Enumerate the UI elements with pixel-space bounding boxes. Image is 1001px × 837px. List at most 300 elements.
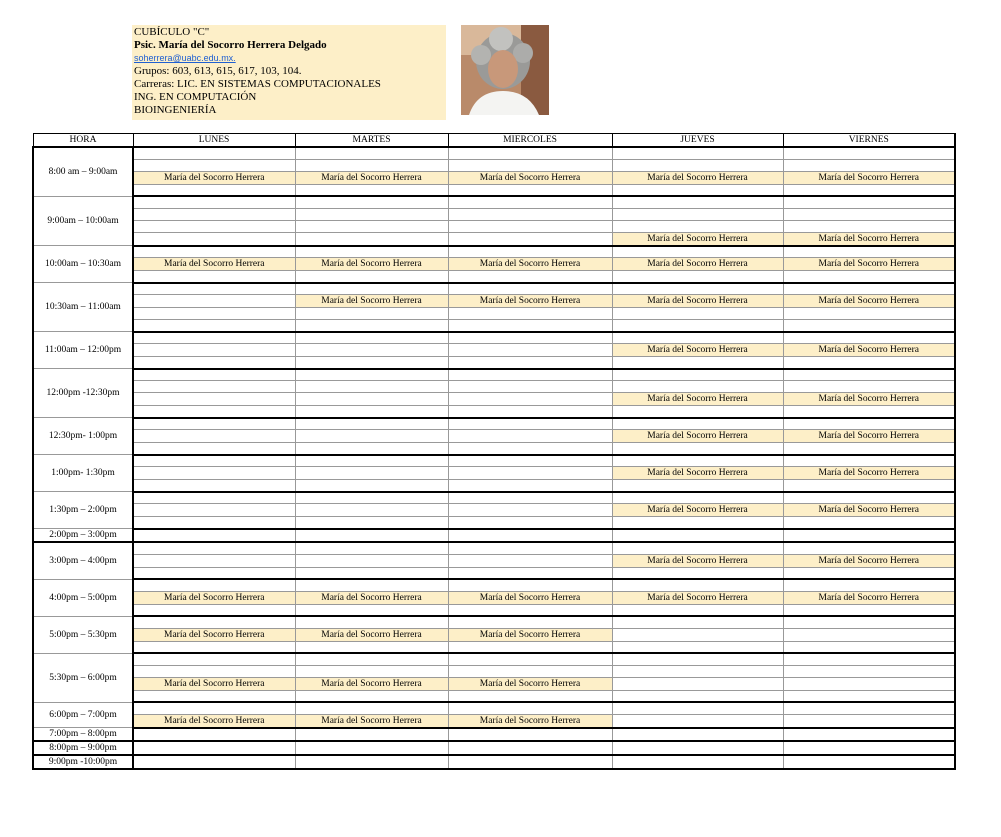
empty-slot — [448, 246, 612, 258]
busy-slot: María del Socorro Herrera — [783, 344, 955, 357]
table-row — [33, 492, 955, 504]
empty-slot — [783, 728, 955, 742]
empty-slot — [448, 542, 612, 554]
empty-slot — [448, 159, 612, 171]
busy-slot: María del Socorro Herrera — [783, 232, 955, 246]
empty-slot — [448, 369, 612, 381]
busy-slot: María del Socorro Herrera — [612, 258, 783, 271]
busy-slot: María del Socorro Herrera — [612, 295, 783, 308]
table-row — [33, 641, 955, 653]
busy-slot: María del Socorro Herrera — [133, 591, 295, 604]
empty-slot — [783, 443, 955, 455]
table-row — [33, 542, 955, 554]
busy-slot: María del Socorro Herrera — [295, 171, 448, 184]
busy-slot: María del Socorro Herrera — [612, 171, 783, 184]
professor-name: Psic. María del Socorro Herrera Delgado — [134, 39, 327, 51]
empty-slot — [783, 542, 955, 554]
time-slot-label: 12:00pm -12:30pm — [33, 369, 133, 418]
empty-slot — [783, 147, 955, 159]
empty-slot — [133, 369, 295, 381]
empty-slot — [295, 246, 448, 258]
busy-slot: María del Socorro Herrera — [783, 467, 955, 480]
empty-slot — [133, 332, 295, 344]
empty-slot — [295, 332, 448, 344]
empty-slot — [133, 702, 295, 714]
empty-slot — [612, 702, 783, 714]
empty-slot — [448, 308, 612, 320]
busy-slot: María del Socorro Herrera — [783, 258, 955, 271]
table-row — [33, 271, 955, 283]
empty-slot — [295, 480, 448, 492]
table-row — [33, 246, 955, 258]
table-row — [33, 406, 955, 418]
empty-slot — [612, 208, 783, 220]
time-slot-label: 11:00am – 12:00pm — [33, 332, 133, 369]
empty-slot — [783, 755, 955, 769]
table-row — [33, 579, 955, 591]
empty-slot — [448, 184, 612, 196]
empty-slot — [295, 271, 448, 283]
empty-slot — [133, 196, 295, 208]
table-row — [33, 665, 955, 677]
table-row — [33, 208, 955, 220]
table-row — [33, 554, 955, 567]
empty-slot — [295, 604, 448, 616]
empty-slot — [448, 492, 612, 504]
empty-slot — [133, 147, 295, 159]
empty-slot — [448, 517, 612, 529]
table-row — [33, 184, 955, 196]
empty-slot — [295, 741, 448, 755]
busy-slot: María del Socorro Herrera — [295, 295, 448, 308]
busy-slot: María del Socorro Herrera — [133, 628, 295, 641]
table-row — [33, 702, 955, 714]
table-row — [33, 332, 955, 344]
table-row — [33, 283, 955, 295]
table-row — [33, 690, 955, 702]
career-2-text: ING. EN COMPUTACIÓN — [134, 91, 257, 103]
empty-slot — [295, 702, 448, 714]
empty-slot — [783, 690, 955, 702]
table-row — [33, 320, 955, 332]
empty-slot — [133, 653, 295, 665]
empty-slot — [783, 579, 955, 591]
busy-slot: María del Socorro Herrera — [612, 430, 783, 443]
col-header-hora: HORA — [33, 134, 133, 148]
empty-slot — [783, 418, 955, 430]
empty-slot — [133, 728, 295, 742]
table-row — [33, 232, 955, 246]
table-row — [33, 616, 955, 628]
empty-slot — [295, 381, 448, 393]
busy-slot: María del Socorro Herrera — [133, 171, 295, 184]
busy-slot: María del Socorro Herrera — [783, 591, 955, 604]
empty-slot — [295, 357, 448, 369]
empty-slot — [133, 159, 295, 171]
table-row — [33, 381, 955, 393]
empty-slot — [295, 579, 448, 591]
empty-slot — [295, 529, 448, 543]
table-row — [33, 418, 955, 430]
time-slot-label: 5:00pm – 5:30pm — [33, 616, 133, 653]
empty-slot — [448, 728, 612, 742]
empty-slot — [295, 308, 448, 320]
empty-slot — [783, 677, 955, 690]
empty-slot — [612, 690, 783, 702]
col-header-jueves: JUEVES — [612, 134, 783, 148]
empty-slot — [133, 418, 295, 430]
empty-slot — [783, 517, 955, 529]
empty-slot — [612, 283, 783, 295]
table-row — [33, 295, 955, 308]
empty-slot — [612, 628, 783, 641]
busy-slot: María del Socorro Herrera — [448, 258, 612, 271]
busy-slot: María del Socorro Herrera — [295, 258, 448, 271]
empty-slot — [295, 443, 448, 455]
empty-slot — [295, 455, 448, 467]
empty-slot — [448, 406, 612, 418]
time-slot-label: 1:30pm – 2:00pm — [33, 492, 133, 529]
empty-slot — [133, 616, 295, 628]
col-header-miercoles: MIERCOLES — [448, 134, 612, 148]
empty-slot — [448, 665, 612, 677]
empty-slot — [783, 741, 955, 755]
empty-slot — [448, 579, 612, 591]
empty-slot — [133, 271, 295, 283]
table-row — [33, 196, 955, 208]
table-row — [33, 430, 955, 443]
email-link[interactable]: soherrera@uabc.edu.mx. — [134, 53, 236, 63]
empty-slot — [783, 184, 955, 196]
time-slot-label: 5:30pm – 6:00pm — [33, 653, 133, 702]
empty-slot — [133, 443, 295, 455]
empty-slot — [448, 616, 612, 628]
empty-slot — [612, 641, 783, 653]
empty-slot — [133, 208, 295, 220]
busy-slot: María del Socorro Herrera — [783, 295, 955, 308]
empty-slot — [783, 665, 955, 677]
empty-slot — [295, 567, 448, 579]
empty-slot — [295, 492, 448, 504]
empty-slot — [448, 604, 612, 616]
empty-slot — [295, 418, 448, 430]
empty-slot — [612, 480, 783, 492]
empty-slot — [295, 542, 448, 554]
empty-slot — [783, 641, 955, 653]
empty-slot — [612, 542, 783, 554]
empty-slot — [612, 184, 783, 196]
busy-slot: María del Socorro Herrera — [783, 504, 955, 517]
busy-slot: María del Socorro Herrera — [783, 393, 955, 406]
empty-slot — [783, 196, 955, 208]
table-row — [33, 591, 955, 604]
empty-slot — [448, 283, 612, 295]
table-row — [33, 258, 955, 271]
empty-slot — [612, 653, 783, 665]
empty-slot — [612, 357, 783, 369]
empty-slot — [133, 641, 295, 653]
empty-slot — [133, 406, 295, 418]
empty-slot — [295, 344, 448, 357]
empty-slot — [133, 504, 295, 517]
empty-slot — [295, 430, 448, 443]
time-slot-label: 8:00 am – 9:00am — [33, 147, 133, 196]
empty-slot — [612, 455, 783, 467]
busy-slot: María del Socorro Herrera — [612, 591, 783, 604]
table-row — [33, 567, 955, 579]
time-slot-label: 9:00pm -10:00pm — [33, 755, 133, 769]
empty-slot — [783, 208, 955, 220]
time-slot-label: 7:00pm – 8:00pm — [33, 728, 133, 742]
empty-slot — [133, 542, 295, 554]
empty-slot — [783, 616, 955, 628]
empty-slot — [783, 714, 955, 728]
busy-slot: María del Socorro Herrera — [133, 677, 295, 690]
empty-slot — [133, 741, 295, 755]
col-header-viernes: VIERNES — [783, 134, 955, 148]
empty-slot — [295, 208, 448, 220]
empty-slot — [295, 393, 448, 406]
time-slot-label: 4:00pm – 5:00pm — [33, 579, 133, 616]
empty-slot — [612, 369, 783, 381]
busy-slot: María del Socorro Herrera — [612, 467, 783, 480]
empty-slot — [295, 369, 448, 381]
empty-slot — [133, 344, 295, 357]
empty-slot — [612, 604, 783, 616]
table-row — [33, 504, 955, 517]
empty-slot — [448, 381, 612, 393]
table-row — [33, 455, 955, 467]
table-row — [33, 741, 955, 755]
busy-slot: María del Socorro Herrera — [448, 591, 612, 604]
empty-slot — [612, 755, 783, 769]
empty-slot — [448, 690, 612, 702]
busy-slot: María del Socorro Herrera — [612, 344, 783, 357]
empty-slot — [783, 529, 955, 543]
empty-slot — [133, 232, 295, 246]
empty-slot — [133, 604, 295, 616]
empty-slot — [295, 517, 448, 529]
empty-slot — [612, 220, 783, 232]
empty-slot — [448, 653, 612, 665]
table-row — [33, 357, 955, 369]
empty-slot — [295, 554, 448, 567]
empty-slot — [448, 320, 612, 332]
empty-slot — [448, 430, 612, 443]
table-row — [33, 171, 955, 184]
empty-slot — [783, 283, 955, 295]
empty-slot — [448, 220, 612, 232]
time-slot-label: 6:00pm – 7:00pm — [33, 702, 133, 728]
empty-slot — [133, 755, 295, 769]
time-slot-label: 10:00am – 10:30am — [33, 246, 133, 283]
empty-slot — [133, 517, 295, 529]
empty-slot — [448, 232, 612, 246]
empty-slot — [783, 381, 955, 393]
empty-slot — [783, 320, 955, 332]
empty-slot — [783, 357, 955, 369]
table-row — [33, 393, 955, 406]
empty-slot — [448, 418, 612, 430]
empty-slot — [448, 529, 612, 543]
empty-slot — [783, 604, 955, 616]
busy-slot: María del Socorro Herrera — [783, 430, 955, 443]
empty-slot — [295, 196, 448, 208]
empty-slot — [295, 653, 448, 665]
table-row — [33, 220, 955, 232]
table-row — [33, 628, 955, 641]
table-row — [33, 604, 955, 616]
busy-slot: María del Socorro Herrera — [133, 258, 295, 271]
empty-slot — [612, 567, 783, 579]
empty-slot — [133, 246, 295, 258]
empty-slot — [133, 381, 295, 393]
empty-slot — [448, 455, 612, 467]
empty-slot — [295, 406, 448, 418]
col-header-martes: MARTES — [295, 134, 448, 148]
empty-slot — [448, 393, 612, 406]
empty-slot — [612, 443, 783, 455]
busy-slot: María del Socorro Herrera — [612, 504, 783, 517]
time-slot-label: 3:00pm – 4:00pm — [33, 542, 133, 579]
empty-slot — [133, 492, 295, 504]
empty-slot — [133, 529, 295, 543]
empty-slot — [133, 320, 295, 332]
table-row — [33, 728, 955, 742]
empty-slot — [133, 283, 295, 295]
schedule-table-wrap — [32, 133, 956, 770]
busy-slot: María del Socorro Herrera — [295, 677, 448, 690]
empty-slot — [133, 430, 295, 443]
busy-slot: María del Socorro Herrera — [612, 232, 783, 246]
busy-slot: María del Socorro Herrera — [295, 591, 448, 604]
empty-slot — [133, 665, 295, 677]
time-slot-label: 10:30am – 11:00am — [33, 283, 133, 332]
empty-slot — [295, 616, 448, 628]
empty-slot — [783, 628, 955, 641]
empty-slot — [448, 147, 612, 159]
empty-slot — [133, 467, 295, 480]
empty-slot — [448, 208, 612, 220]
busy-slot: María del Socorro Herrera — [448, 171, 612, 184]
table-row — [33, 529, 955, 543]
busy-slot: María del Socorro Herrera — [612, 393, 783, 406]
busy-slot: María del Socorro Herrera — [448, 714, 612, 728]
empty-slot — [133, 220, 295, 232]
busy-slot: María del Socorro Herrera — [783, 171, 955, 184]
empty-slot — [295, 665, 448, 677]
empty-slot — [612, 147, 783, 159]
empty-slot — [448, 567, 612, 579]
empty-slot — [783, 653, 955, 665]
empty-slot — [133, 567, 295, 579]
empty-slot — [783, 159, 955, 171]
empty-slot — [295, 159, 448, 171]
empty-slot — [295, 641, 448, 653]
time-slot-label: 12:30pm- 1:00pm — [33, 418, 133, 455]
empty-slot — [783, 406, 955, 418]
table-row — [33, 159, 955, 171]
empty-slot — [783, 369, 955, 381]
professor-info-box — [132, 25, 446, 120]
busy-slot: María del Socorro Herrera — [448, 295, 612, 308]
empty-slot — [133, 184, 295, 196]
empty-slot — [612, 332, 783, 344]
empty-slot — [133, 357, 295, 369]
col-header-lunes: LUNES — [133, 134, 295, 148]
table-row — [33, 369, 955, 381]
empty-slot — [783, 220, 955, 232]
busy-slot: María del Socorro Herrera — [295, 714, 448, 728]
empty-slot — [295, 755, 448, 769]
schedule-table — [32, 133, 956, 770]
empty-slot — [612, 159, 783, 171]
empty-slot — [612, 714, 783, 728]
empty-slot — [448, 196, 612, 208]
empty-slot — [783, 271, 955, 283]
busy-slot: María del Socorro Herrera — [612, 554, 783, 567]
busy-slot: María del Socorro Herrera — [448, 677, 612, 690]
empty-slot — [612, 677, 783, 690]
empty-slot — [783, 308, 955, 320]
busy-slot: María del Socorro Herrera — [783, 554, 955, 567]
empty-slot — [295, 504, 448, 517]
header-row — [33, 134, 955, 148]
empty-slot — [612, 271, 783, 283]
empty-slot — [133, 554, 295, 567]
empty-slot — [783, 492, 955, 504]
empty-slot — [612, 616, 783, 628]
empty-slot — [448, 467, 612, 480]
empty-slot — [448, 554, 612, 567]
empty-slot — [133, 579, 295, 591]
empty-slot — [783, 455, 955, 467]
time-slot-label: 2:00pm – 3:00pm — [33, 529, 133, 543]
empty-slot — [783, 702, 955, 714]
empty-slot — [448, 504, 612, 517]
table-row — [33, 755, 955, 769]
empty-slot — [612, 517, 783, 529]
empty-slot — [448, 755, 612, 769]
empty-slot — [448, 702, 612, 714]
empty-slot — [783, 332, 955, 344]
busy-slot: María del Socorro Herrera — [133, 714, 295, 728]
empty-slot — [295, 728, 448, 742]
empty-slot — [133, 690, 295, 702]
empty-slot — [295, 467, 448, 480]
empty-slot — [612, 418, 783, 430]
empty-slot — [448, 741, 612, 755]
career-3-text: BIOINGENIERÍA — [134, 104, 217, 116]
empty-slot — [448, 344, 612, 357]
empty-slot — [612, 246, 783, 258]
empty-slot — [612, 741, 783, 755]
table-row — [33, 467, 955, 480]
empty-slot — [783, 567, 955, 579]
empty-slot — [295, 690, 448, 702]
empty-slot — [295, 283, 448, 295]
table-row — [33, 653, 955, 665]
empty-slot — [612, 665, 783, 677]
empty-slot — [295, 232, 448, 246]
empty-slot — [133, 455, 295, 467]
empty-slot — [133, 480, 295, 492]
cubicle-label: CUBÍCULO "C" — [134, 26, 210, 38]
empty-slot — [612, 196, 783, 208]
empty-slot — [448, 332, 612, 344]
empty-slot — [295, 220, 448, 232]
empty-slot — [295, 184, 448, 196]
